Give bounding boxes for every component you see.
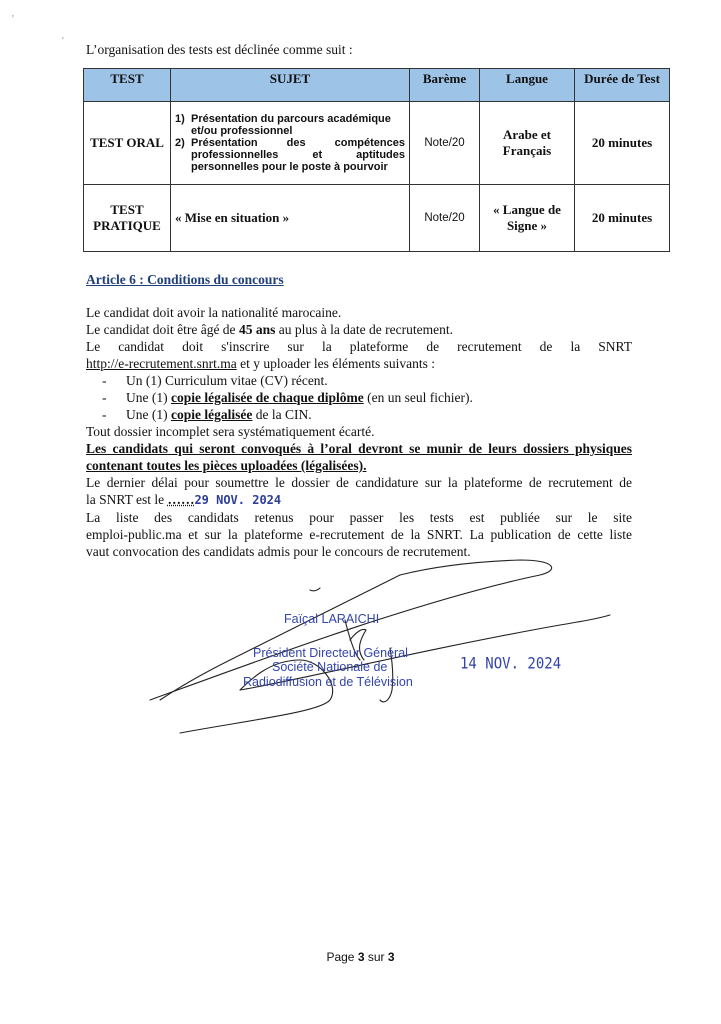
paragraph: Les candidats qui seront convoqués à l’oral devront se munir de leurs dossiers physiques [86,441,632,456]
intro-text: L’organisation des tests est déclinée comme suit : [86,42,353,57]
list-number: 2) [175,137,185,149]
table-row [84,185,670,252]
cell-test: TEST PRATIQUE [84,185,171,252]
list-item [102,389,632,406]
cell-test: TEST ORAL [84,102,171,185]
header-sujet: SUJET [171,69,410,102]
list-item [175,113,405,137]
age-value: 45 ans [238,322,276,337]
page-total: 3 [387,950,395,964]
text-span: et y uploader les éléments suivants : [236,356,436,371]
cell-sujet: « Mise en situation » [171,185,410,252]
date-stamp: 14 NOV. 2024 [460,654,562,674]
text-span: (en un seul fichier). [363,390,473,405]
list-text: Un (1) Curriculum vitae (CV) récent. [126,373,328,388]
paragraph: Le dernier délai pour soumettre le dossier de candidature sur la plateforme de recrutement de [86,475,632,490]
cell-langue: Arabe et Français [480,102,575,185]
scan-mark: ' [62,36,64,47]
paragraph: vaut convocation des candidats admis pour le concours de recrutement. [86,544,471,559]
list-item [102,372,632,389]
page-footer [0,950,721,964]
paragraph: Le candidat doit avoir la nationalité marocaine. [86,305,342,320]
cell-duree: 20 minutes [575,102,670,185]
table-header-row [84,69,670,102]
stamp-line: Radiodiffusion et de Télévision [243,675,413,689]
stamp-line: Président Directeur Général [253,646,408,660]
tests-table [83,68,670,252]
bullet-dash: - [102,390,107,405]
header-duree: Durée de Test [575,69,670,102]
text-span: copie légalisée de chaque diplôme [170,390,364,405]
paragraph [86,491,632,509]
list-number: 1) [175,113,185,125]
text-span: Page [326,950,358,964]
list-text [126,406,312,423]
recruitment-link[interactable]: http://e-recrutement.snrt.ma [86,356,237,371]
table-row [84,102,670,185]
text-span: Le candidat doit être âgé de [86,322,239,337]
paragraph [86,355,632,372]
cell-bareme: Note/20 [410,185,480,252]
article-body [86,304,632,560]
stamp-line: Société Nationale de [272,660,388,674]
cell-sujet [171,102,410,185]
cell-bareme: Note/20 [410,102,480,185]
bullet-dash: - [102,373,107,388]
page-number: 3 [357,950,365,964]
list-item [175,137,405,173]
text-span: copie légalisée [170,407,253,422]
text-span: au plus à la date de recrutement. [275,322,453,337]
cell-langue: « Langue de Signe » [480,185,575,252]
bullet-dash: - [102,407,107,422]
text-span: de la CIN. [252,407,312,422]
scan-mark: ' [12,14,14,25]
list-item [102,406,632,423]
list-text: Présentation des compétences professionnelles et aptitudes personnelles pour le poste à pourvoir [191,137,405,173]
text-span: la SNRT est le [86,492,168,507]
signatory-name: Faïçal LARAICHI [284,612,380,626]
header-langue: Langue [480,69,575,102]
list-text [126,389,473,406]
text-span: Une (1) [126,390,171,405]
text-span: …… [167,492,195,507]
header-test: TEST [84,69,171,102]
list-text: Présentation du parcours académique et/ou professionnel [191,113,391,137]
header-bareme: Barème [410,69,480,102]
cell-duree: 20 minutes [575,185,670,252]
article-heading: Article 6 : Conditions du concours [86,272,284,287]
deadline-date-stamp: 29 NOV. 2024 [194,493,282,507]
paragraph: contenant toutes les pièces uploadées (légalisées). [86,458,367,473]
paragraph [86,321,632,338]
paragraph: Le candidat doit s'inscrire sur la plateforme de recrutement de la SNRT [86,339,632,354]
paragraph: La liste des candidats retenus pour passer les tests est publiée sur le site [86,510,632,525]
paragraph: Tout dossier incomplet sera systématiquement écarté. [86,424,375,439]
paragraph: emploi-public.ma et sur la plateforme e-recrutement de la SNRT. La publication de cette liste [86,527,632,542]
text-span: Une (1) [126,407,171,422]
text-span: sur [364,950,388,964]
